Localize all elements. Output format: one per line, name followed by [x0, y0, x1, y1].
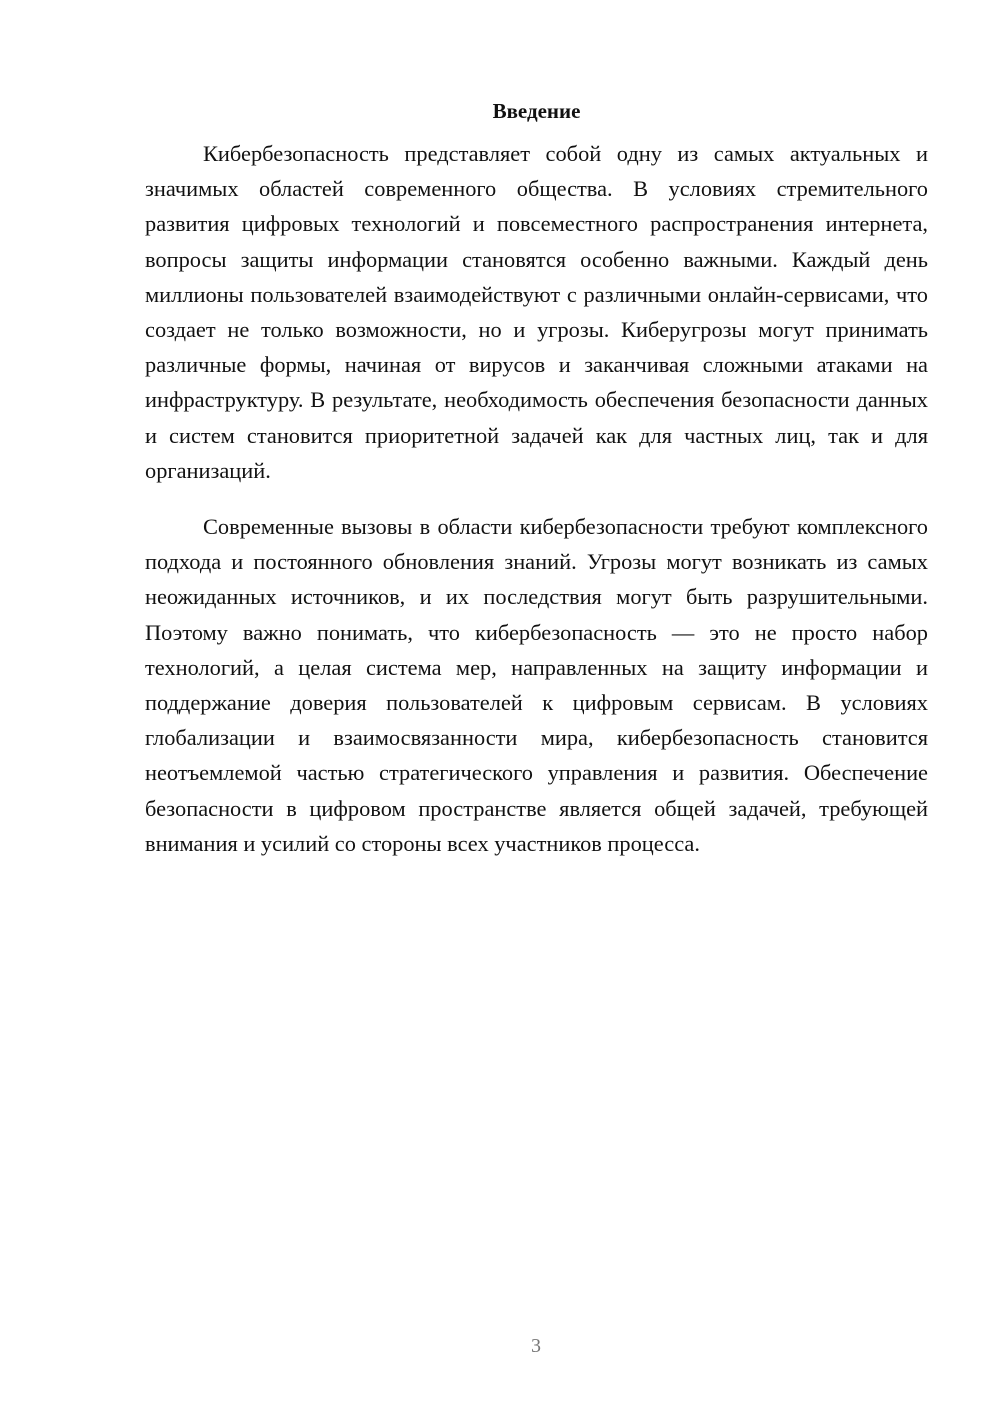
section-title: Введение: [492, 99, 581, 123]
paragraph-challenges: Современные вызовы в области кибербезопасности требуют комплексного подхода и постоянного обновления знаний. Угрозы могут возникать из самых неожиданных источников, и их последствия могут быть разрушительными. Поэтому важно понимать, что кибербезопасность — это не просто набор технологий, а целая система мер, направленных на защиту информации и поддержание доверия пользователей к цифровым сервисам. В условиях глобализации и взаимосвязанности мира, кибербезопасность становится неотъемлемой частью стратегического управления и развития. Обеспечение безопасности в цифровом пространстве является общей задачей, требующей внимания и усилий со стороны всех участников процесса.: [145, 514, 928, 856]
paragraph-intro: Кибербезопасность представляет собой одну из самых актуальных и значимых областей современного общества. В условиях стремительного развития цифровых технологий и повсеместного распространения интернета, вопросы защиты информации становятся особенно важными. Каждый день миллионы пользователей взаимодействуют с различными онлайн-сервисами, что создает не только возможности, но и угрозы. Киберугрозы могут принимать различные формы, начиная от вирусов и заканчивая сложными атаками на инфраструктуру. В результате, необходимость обеспечения безопасности данных и систем становится приоритетной задачей как для частных лиц, так и для организаций.: [145, 141, 928, 483]
page-number: 3: [531, 1335, 541, 1357]
page-content: [145, 96, 928, 861]
